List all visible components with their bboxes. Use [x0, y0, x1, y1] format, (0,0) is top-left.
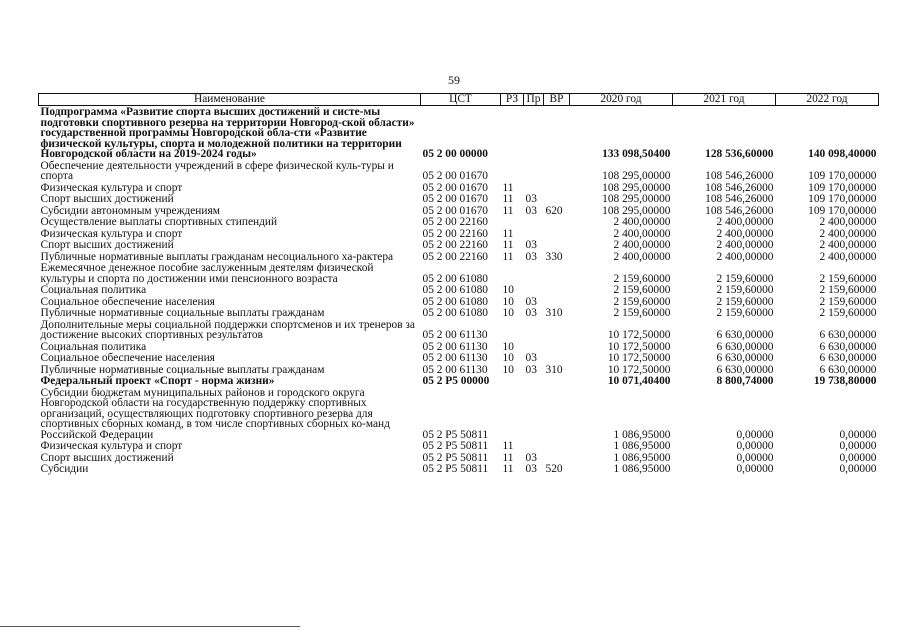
row-vr-cell [544, 352, 570, 364]
row-rz-cell [501, 319, 524, 341]
row-vr-cell [544, 341, 570, 353]
row-rz-cell: 10 [502, 352, 514, 364]
row-vr-cell: 310 [545, 363, 563, 376]
row-rz-cell: 10 [502, 340, 514, 353]
row-2021-cell: 108 546,26000 [705, 193, 774, 205]
row-2021-cell: 2 159,60000 [716, 272, 774, 285]
row-2021-cell: 108 546,26000 [705, 204, 774, 217]
row-2020-cell: 2 400,00000 [613, 250, 671, 263]
row-2021-cell: 2 400,00000 [716, 216, 774, 228]
header-cst: ЦСТ [421, 94, 501, 106]
row-cst-cell: 05 2 00 22160 [422, 239, 488, 251]
row-name-cell: Социальное обеспечение населения [40, 352, 215, 364]
row-name-cell: Осуществление выплаты спортивных стипендий [40, 216, 278, 228]
row-pr-cell [524, 228, 544, 240]
row-rz-cell [501, 262, 524, 284]
row-2022-cell: 2 400,00000 [819, 227, 877, 240]
row-2022-cell: 2 159,60000 [819, 295, 877, 308]
row-vr-cell [544, 106, 570, 160]
row-2020-cell: 108 295,00000 [602, 170, 671, 182]
row-name-cell: Субсидии [40, 463, 89, 475]
row-rz-cell: 11 [502, 463, 514, 475]
row-rz-cell [501, 375, 524, 387]
row-rz-cell [501, 216, 524, 228]
row-rz-cell: 11 [502, 250, 514, 263]
row-2020-cell: 2 400,00000 [613, 216, 671, 228]
row-cst-cell: 05 2 P5 50811 [422, 463, 489, 475]
row-2021-cell: 128 536,60000 [705, 148, 774, 160]
row-cst-cell: 05 2 P5 50811 [422, 451, 489, 464]
row-pr-cell [524, 106, 544, 160]
row-rz-cell: 11 [502, 440, 514, 452]
table-row [39, 193, 879, 205]
row-2020-cell: 2 400,00000 [613, 227, 671, 240]
row-pr-cell: 03 [525, 451, 537, 464]
row-2020-cell: 10 071,40400 [607, 375, 671, 387]
row-pr-cell [524, 440, 544, 452]
row-vr-cell: 330 [545, 250, 563, 263]
row-vr-cell [544, 319, 570, 341]
table-row [39, 452, 879, 464]
row-2022-cell: 109 170,00000 [808, 204, 877, 217]
table-row [39, 284, 879, 296]
row-2022-cell: 109 170,00000 [808, 181, 877, 194]
row-cst-cell: 05 2 P5 50811 [422, 428, 489, 441]
table-row [39, 106, 879, 160]
row-name-cell: Ежемесячное денежное пособие заслуженным деятелям физической культуры и спорта по достижении ими пенсионного возраста [40, 262, 374, 285]
row-vr-cell: 620 [545, 204, 563, 217]
row-pr-cell [524, 341, 544, 353]
row-2021-cell: 2 159,60000 [716, 295, 774, 308]
row-2021-cell: 6 630,00000 [716, 340, 774, 353]
row-2020-cell: 10 172,50000 [607, 329, 671, 341]
table-row [39, 262, 879, 284]
row-rz-cell: 11 [502, 239, 514, 251]
row-2021-cell: 2 159,60000 [716, 307, 774, 319]
row-2021-cell: 108 546,26000 [705, 181, 774, 194]
row-name-cell: Публичные нормативные социальные выплаты гражданам [40, 307, 325, 319]
row-cst-cell: 05 2 00 61080 [422, 307, 488, 319]
row-name-cell: Федеральный проект «Спорт - норма жизни» [40, 375, 275, 387]
row-rz-cell: 11 [502, 181, 514, 194]
row-name-cell: Публичные нормативные социальные выплаты гражданам [40, 363, 325, 376]
row-cst-cell: 05 2 00 61130 [422, 329, 488, 341]
header-pr: Пр [524, 94, 544, 106]
row-2020-cell: 108 295,00000 [602, 181, 671, 194]
row-2020-cell: 10 172,50000 [607, 340, 671, 353]
table-row [39, 205, 879, 217]
row-cst-cell: 05 2 00 61130 [422, 352, 488, 364]
row-vr-cell [544, 239, 570, 251]
row-cst-cell: 05 2 00 22160 [422, 216, 488, 228]
row-vr-cell [544, 160, 570, 182]
row-rz-cell: 11 [502, 227, 514, 240]
table-row [39, 352, 879, 364]
row-name-cell: Физическая культура и спорт [40, 181, 183, 194]
row-cst-cell: 05 2 00 01670 [422, 181, 488, 194]
row-vr-cell [544, 262, 570, 284]
row-cst-cell: 05 2 P5 50811 [422, 440, 489, 452]
row-name-cell: Физическая культура и спорт [40, 227, 183, 240]
row-cst-cell: 05 2 00 01670 [422, 193, 488, 205]
row-2021-cell: 0,00000 [736, 440, 774, 452]
footer-rule [0, 626, 300, 627]
row-2022-cell: 2 400,00000 [819, 239, 877, 251]
row-rz-cell [501, 387, 524, 441]
row-vr-cell [544, 452, 570, 464]
row-pr-cell: 03 [525, 363, 537, 376]
row-pr-cell [524, 319, 544, 341]
row-cst-cell: 05 2 00 61080 [422, 284, 488, 296]
row-vr-cell [544, 387, 570, 441]
row-2021-cell: 6 630,00000 [716, 352, 774, 364]
row-vr-cell [544, 284, 570, 296]
row-name-cell: Субсидии бюджетам муниципальных районов и городского округа Новгородской области на государственную поддержку спортивных организаций, осуществляющих подготовку спортивного резерва для спортивных сборных команд, в том числе спортивных сборных ко-манд Российской Федерации [40, 386, 390, 441]
row-2020-cell: 10 172,50000 [607, 363, 671, 376]
row-name-cell: Обеспечение деятельности учреждений в сфере физической куль-туры и спорта [40, 159, 394, 182]
row-2020-cell: 10 172,50000 [607, 352, 671, 364]
row-rz-cell: 10 [502, 363, 514, 376]
row-2022-cell: 6 630,00000 [819, 340, 877, 353]
row-2021-cell: 6 630,00000 [716, 329, 774, 341]
table-row [39, 251, 879, 263]
row-2022-cell: 0,00000 [839, 428, 877, 441]
row-2021-cell: 0,00000 [736, 463, 774, 475]
row-2021-cell: 6 630,00000 [716, 363, 774, 376]
row-2020-cell: 108 295,00000 [602, 193, 671, 205]
row-name-cell: Социальное обеспечение населения [40, 295, 215, 308]
row-vr-cell [544, 375, 570, 387]
row-pr-cell [524, 160, 544, 182]
header-vr: ВР [544, 94, 570, 106]
row-2020-cell: 1 086,95000 [613, 463, 671, 475]
row-pr-cell: 03 [525, 250, 537, 263]
budget-table [38, 93, 879, 475]
row-pr-cell: 03 [525, 295, 537, 308]
row-2020-cell: 2 159,60000 [613, 284, 671, 296]
row-cst-cell: 05 2 00 61130 [422, 363, 488, 376]
row-2022-cell: 109 170,00000 [808, 170, 877, 182]
row-vr-cell: 310 [545, 307, 563, 319]
row-name-cell: Физическая культура и спорт [40, 440, 183, 452]
row-rz-cell: 11 [502, 451, 514, 464]
row-pr-cell: 03 [525, 307, 537, 319]
table-row [39, 216, 879, 228]
row-pr-cell [524, 284, 544, 296]
row-name-cell: Социальная политика [40, 284, 147, 296]
table-row [39, 387, 879, 441]
row-cst-cell: 05 2 00 61080 [422, 295, 488, 308]
row-vr-cell [544, 193, 570, 205]
row-2020-cell: 1 086,95000 [613, 451, 671, 464]
row-cst-cell: 05 2 00 61130 [422, 340, 488, 353]
table-row [39, 239, 879, 251]
row-pr-cell: 03 [525, 204, 537, 217]
row-2020-cell: 1 086,95000 [613, 428, 671, 441]
row-name-cell: Социальная политика [40, 340, 147, 353]
row-2022-cell: 6 630,00000 [819, 329, 877, 341]
row-name-cell: Публичные нормативные выплаты гражданам несоциального ха-рактера [40, 250, 394, 263]
row-cst-cell: 05 2 P5 00000 [422, 375, 490, 387]
row-2021-cell: 2 159,60000 [716, 284, 774, 296]
row-2022-cell: 0,00000 [839, 463, 877, 475]
row-2021-cell: 2 400,00000 [716, 227, 774, 240]
table-row [39, 440, 879, 452]
row-2020-cell: 2 400,00000 [613, 239, 671, 251]
row-2022-cell: 2 159,60000 [819, 284, 877, 296]
header-2020: 2020 год [570, 94, 673, 106]
row-name-cell: Дополнительные меры социальной поддержки спортсменов и их тренеров за достижение высоких спортивных результатов [40, 318, 415, 341]
row-pr-cell [524, 387, 544, 441]
row-vr-cell [544, 216, 570, 228]
table-row [39, 463, 879, 475]
row-pr-cell: 03 [525, 193, 537, 205]
row-2020-cell: 2 159,60000 [613, 272, 671, 285]
row-pr-cell [524, 182, 544, 194]
row-vr-cell [544, 182, 570, 194]
row-cst-cell: 05 2 00 61080 [422, 272, 488, 285]
row-2021-cell: 108 546,26000 [705, 170, 774, 182]
table-row [39, 228, 879, 240]
table-row [39, 160, 879, 182]
row-rz-cell [501, 106, 524, 160]
header-2021: 2021 год [673, 94, 776, 106]
row-2022-cell: 109 170,00000 [808, 193, 877, 205]
row-2022-cell: 2 400,00000 [819, 216, 877, 228]
row-2020-cell: 108 295,00000 [602, 204, 671, 217]
row-vr-cell: 520 [545, 463, 563, 475]
table-row [39, 319, 879, 341]
row-2020-cell: 1 086,95000 [613, 440, 671, 452]
row-2022-cell: 2 400,00000 [819, 250, 877, 263]
row-2022-cell: 140 098,40000 [808, 148, 877, 160]
row-vr-cell [544, 296, 570, 308]
row-cst-cell: 05 2 00 01670 [422, 204, 488, 217]
row-2020-cell: 133 098,50400 [602, 148, 671, 160]
row-vr-cell [544, 228, 570, 240]
header-rz: РЗ [501, 94, 524, 106]
row-2022-cell: 0,00000 [839, 451, 877, 464]
row-pr-cell [524, 262, 544, 284]
row-rz-cell: 10 [502, 295, 514, 308]
row-pr-cell: 03 [525, 463, 537, 475]
row-2022-cell: 2 159,60000 [819, 272, 877, 285]
row-name-cell: Спорт высших достижений [40, 239, 174, 251]
row-name-cell: Спорт высших достижений [40, 451, 174, 464]
row-2022-cell: 6 630,00000 [819, 352, 877, 364]
row-name-cell: Субсидии автономным учреждениям [40, 204, 220, 217]
row-2022-cell: 19 738,80000 [813, 375, 877, 387]
row-rz-cell: 11 [502, 193, 514, 205]
row-vr-cell [544, 440, 570, 452]
table-row [39, 182, 879, 194]
row-cst-cell: 05 2 00 00000 [422, 148, 488, 160]
row-cst-cell: 05 2 00 22160 [422, 250, 488, 263]
table-row [39, 364, 879, 376]
row-name-cell: Подпрограмма «Развитие спорта высших достижений и систе-мы подготовки спортивного резерва на территории Новгород-ской области» государственной программы Новгородской обла-сти «Развитие физической культуры, спорта и молодежной политики на территории Новгородской области на 2019-2024 годы» [40, 106, 415, 160]
row-2022-cell: 2 159,60000 [819, 307, 877, 319]
row-cst-cell: 05 2 00 01670 [422, 170, 488, 182]
row-2021-cell: 2 400,00000 [716, 239, 774, 251]
row-rz-cell: 10 [502, 284, 514, 296]
row-rz-cell [501, 160, 524, 182]
table-row [39, 341, 879, 353]
row-2021-cell: 8 800,74000 [716, 375, 774, 387]
row-2022-cell: 0,00000 [839, 440, 877, 452]
header-name: Наименование [39, 94, 421, 106]
row-2020-cell: 2 159,60000 [613, 307, 671, 319]
header-2022: 2022 год [776, 94, 879, 106]
table-row [39, 296, 879, 308]
row-name-cell: Спорт высших достижений [40, 193, 174, 205]
row-2021-cell: 2 400,00000 [716, 250, 774, 263]
row-2021-cell: 0,00000 [736, 451, 774, 464]
table-row [39, 375, 879, 387]
row-2020-cell: 2 159,60000 [613, 295, 671, 308]
row-cst-cell: 05 2 00 22160 [422, 227, 488, 240]
row-pr-cell [524, 216, 544, 228]
row-2022-cell: 6 630,00000 [819, 363, 877, 376]
row-pr-cell [524, 375, 544, 387]
row-rz-cell: 11 [502, 204, 514, 217]
row-pr-cell: 03 [525, 352, 537, 364]
page-number: 59 [448, 73, 460, 87]
row-2021-cell: 0,00000 [736, 428, 774, 441]
table-row [39, 307, 879, 319]
table-header-row [39, 94, 879, 106]
row-rz-cell: 10 [502, 307, 514, 319]
row-pr-cell: 03 [525, 239, 537, 251]
